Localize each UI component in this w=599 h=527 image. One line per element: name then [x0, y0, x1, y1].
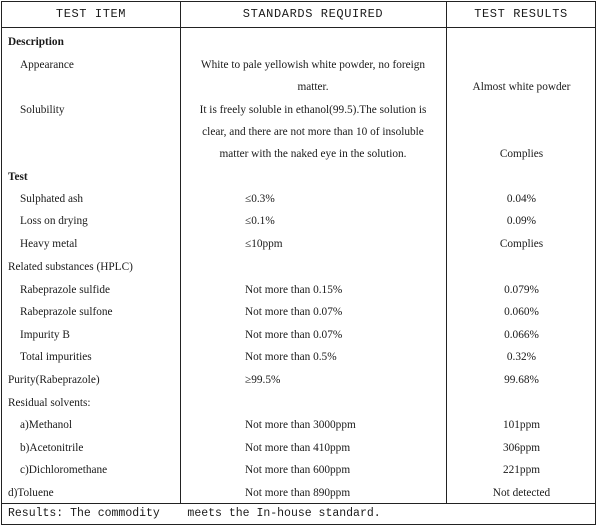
result-loss-on-drying: 0.09% [506, 215, 537, 227]
row-label-solubility: Solubility [20, 104, 65, 116]
row-label-sulphated-ash: Sulphated ash [20, 193, 84, 205]
row-label-methanol: a)Methanol [20, 419, 73, 431]
standard-solubility-line1: It is freely soluble in ethanol(99.5).The solution is [199, 104, 427, 116]
footer-divider [2, 503, 596, 504]
column-divider-2 [446, 2, 447, 503]
section-title-residual-solvents: Residual solvents: [8, 397, 91, 409]
row-label-appearance: Appearance [20, 59, 74, 71]
header-divider [2, 27, 596, 28]
header-test-results: TEST RESULTS [474, 7, 568, 21]
standard-acetonitrile: Not more than 410ppm [245, 442, 351, 454]
standard-impurity-b: Not more than 0.07% [245, 329, 343, 341]
standard-sulphated-ash: ≤0.3% [245, 193, 275, 205]
standard-solubility-line3: matter with the naked eye in the solution. [219, 148, 407, 160]
standard-methanol: Not more than 3000ppm [245, 419, 356, 431]
standard-solubility-line2: clear, and there are not more than 10 of insoluble [202, 126, 424, 138]
result-solubility: Complies [499, 148, 544, 160]
standard-total-impurities: Not more than 0.5% [245, 351, 337, 363]
section-title-related-substances: Related substances (HPLC) [8, 261, 133, 273]
column-divider-1 [180, 2, 181, 503]
row-label-impurity-b: Impurity B [20, 329, 70, 341]
standard-purity: ≥99.5% [245, 374, 281, 386]
row-label-rabeprazole-sulfone: Rabeprazole sulfone [20, 306, 113, 318]
header-test-item: TEST ITEM [55, 7, 127, 21]
standard-heavy-metal: ≤10ppm [245, 238, 283, 250]
result-heavy-metal: Complies [499, 238, 544, 250]
row-label-loss-on-drying: Loss on drying [20, 215, 88, 227]
results-statement: Results: The commodity meets the In-house standard. [8, 507, 381, 520]
standard-appearance-line2: matter. [297, 81, 329, 93]
result-impurity-b: 0.066% [504, 329, 539, 341]
header-standards-required: STANDARDS REQUIRED [242, 7, 384, 21]
standard-rabeprazole-sulfone: Not more than 0.07% [245, 306, 343, 318]
row-label-toluene: d)Toluene [8, 487, 54, 499]
result-appearance: Almost white powder [472, 81, 571, 93]
row-label-heavy-metal: Heavy metal [20, 238, 78, 250]
row-label-purity: Purity(Rabeprazole) [8, 374, 100, 386]
standard-appearance-line1: White to pale yellowish white powder, no foreign [200, 59, 426, 71]
standard-loss-on-drying: ≤0.1% [245, 215, 275, 227]
section-title-description: Description [8, 36, 64, 48]
result-total-impurities: 0.32% [506, 351, 537, 363]
result-rabeprazole-sulfone: 0.060% [504, 306, 539, 318]
result-acetonitrile: 306ppm [502, 442, 541, 454]
result-dichloromethane: 221ppm [502, 464, 541, 476]
result-purity: 99.68% [504, 374, 539, 386]
standard-toluene: Not more than 890ppm [245, 487, 351, 499]
row-label-dichloromethane: c)Dichloromethane [20, 464, 108, 476]
section-title-test: Test [8, 171, 28, 183]
result-rabeprazole-sulfide: 0.079% [504, 284, 539, 296]
row-label-total-impurities: Total impurities [20, 351, 92, 363]
result-toluene: Not detected [492, 487, 551, 499]
row-label-rabeprazole-sulfide: Rabeprazole sulfide [20, 284, 111, 296]
result-sulphated-ash: 0.04% [506, 193, 537, 205]
row-label-acetonitrile: b)Acetonitrile [20, 442, 84, 454]
standard-rabeprazole-sulfide: Not more than 0.15% [245, 284, 343, 296]
result-methanol: 101ppm [502, 419, 541, 431]
standard-dichloromethane: Not more than 600ppm [245, 464, 351, 476]
